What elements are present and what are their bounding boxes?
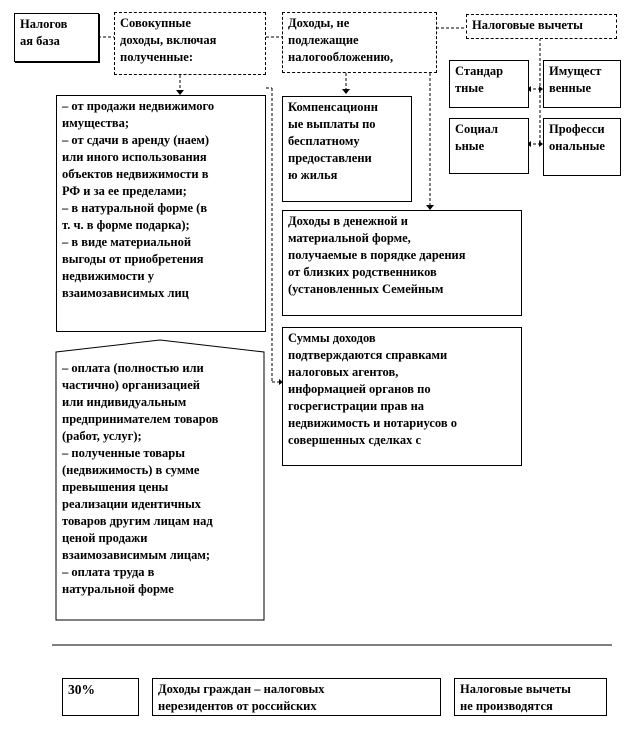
no-deductions-box: Налоговые вычеты не производятся: [454, 678, 607, 716]
professional-deduction-box: Професси ональные: [543, 118, 621, 176]
income-list-box: – от продажи недвижимого имущества; – от сдачи в аренду (наем) или иного использования объектов недвижимости в РФ и за ее пределами; – в натуральной форме (в т. ч. в форме подарка); – в виде материальной выгоды от приобретения недвижимости у взаимозависимых лиц: [56, 95, 266, 332]
in-kind-list-box: – оплата (полностью или частично) организацией или индивидуальным предпринимателем товаров (работ, услуг); – полученные товары (недвижимость) в сумме превышения цены реализации идентичных товаров другим лицам над ценой продажи взаимозависимым лицам; – оплата труда в натуральной форме: [62, 361, 219, 596]
compensation-box: Компенсационн ые выплаты по бесплатному предоставлени ю жилья: [282, 96, 412, 202]
nonresident-income-box: Доходы граждан – налоговых нерезидентов от российских: [152, 678, 441, 716]
gift-income-box: Доходы в денежной и материальной форме, получаемые в порядке дарения от близких родственников (установленных Семейным: [282, 210, 522, 316]
rate-box: 30%: [62, 678, 139, 716]
tax-deductions-box: Налоговые вычеты: [466, 14, 617, 39]
tax-base-box: Налогов ая база: [14, 13, 99, 62]
non-taxable-income-box: Доходы, не подлежащие налогообложению,: [282, 12, 437, 73]
confirmation-box: Суммы доходов подтверждаются справками налоговых агентов, информацией органов по госрегистрации прав на недвижимость и нотариусов о совершенных сделках с: [282, 327, 522, 466]
total-income-box: Совокупные доходы, включая полученные:: [114, 12, 266, 75]
arrowhead-comp: [342, 89, 350, 94]
standard-deduction-box: Стандар тные: [449, 60, 529, 108]
property-deduction-box: Имущест венные: [543, 60, 621, 108]
social-deduction-box: Социал ьные: [449, 118, 529, 174]
